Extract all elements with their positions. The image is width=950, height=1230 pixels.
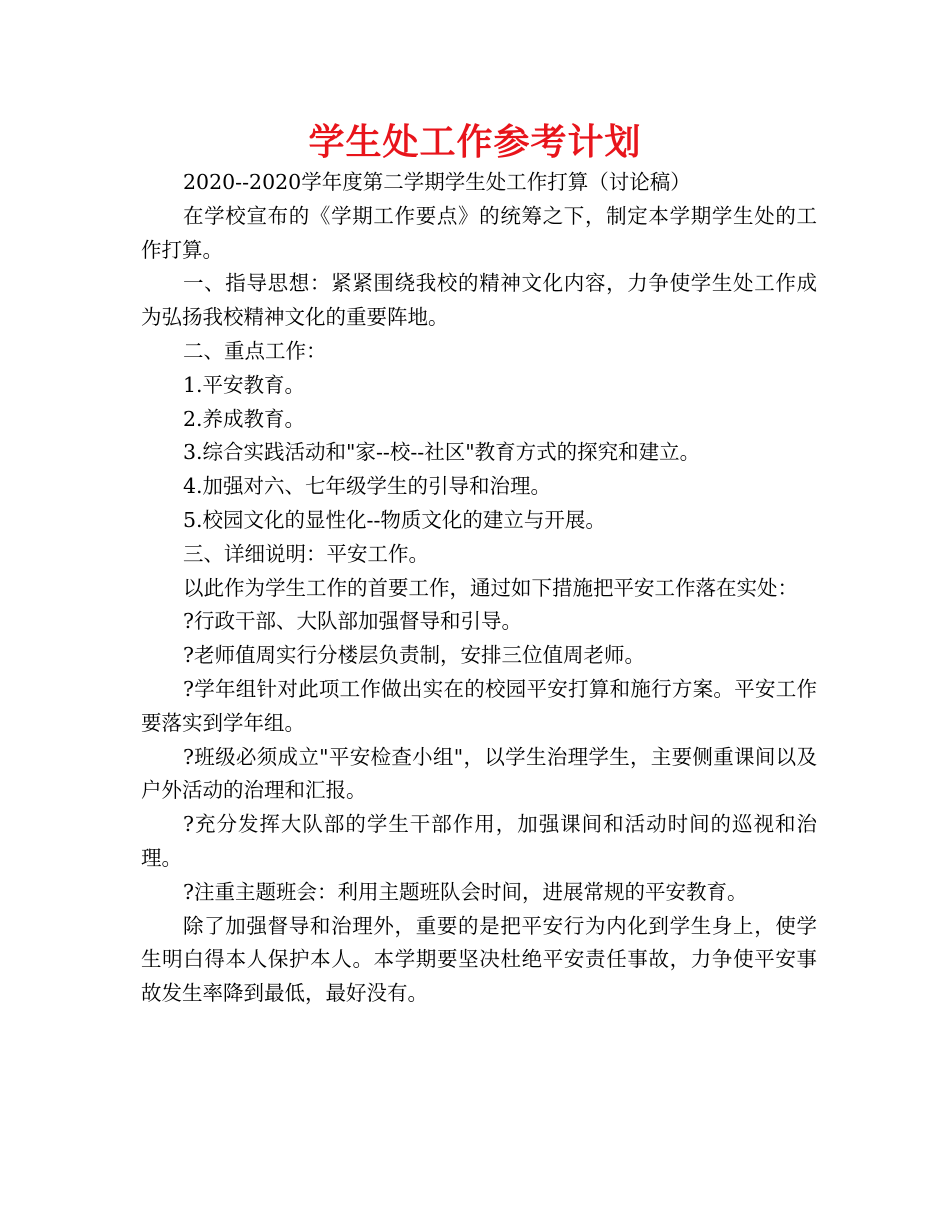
measure-item: ?老师值周实行分楼层负责制，安排三位值周老师。 [183,643,645,668]
paragraph-conclusion: 除了加强督导和治理外，重要的是把平安行为内化到学生身上，使学生明白得本人保护本人。本学期要坚决杜绝平安责任事故，力争使平安事故发生率降到最低，最好没有。 [141,913,817,1006]
list-item: 5.校园文化的显性化--物质文化的建立与开展。 [183,507,606,532]
paragraph-subtitle: 2020--2020学年度第二学期学生处工作打算（讨论稿） [183,170,691,194]
list-item: 3.综合实践活动和"家--校--社区"教育方式的探究和建立。 [183,440,701,465]
document-title: 学生处工作参考计划 [308,122,642,163]
paragraph-key-work-heading: 二、重点工作： [183,338,327,363]
list-item: 4.加强对六、七年级学生的引导和治理。 [183,474,552,499]
measure-item: ?充分发挥大队部的学生干部作用，加强课间和活动时间的巡视和治理。 [141,812,817,870]
paragraph-guiding-ideology: 一、指导思想：紧紧围绕我校的精神文化内容，力争使学生处工作成为弘扬我校精神文化的重要阵地。 [141,271,817,330]
paragraph-measures-intro: 以此作为学生工作的首要工作，通过如下措施把平安工作落在实处： [183,575,798,600]
measure-item: ?学年组针对此项工作做出实在的校园平安打算和施行方案。平安工作要落实到学年组。 [141,676,817,735]
measure-item: ?行政干部、大队部加强督导和引导。 [183,609,522,634]
list-item: 2.养成教育。 [183,406,306,431]
document-body [141,166,817,1011]
measure-item: ?注重主题班会：利用主题班队会时间，进展常规的平安教育。 [183,879,748,904]
paragraph-intro: 在学校宣布的《学期工作要点》的统筹之下，制定本学期学生处的工作打算。 [141,203,817,262]
list-item: 1.平安教育。 [183,372,306,397]
measure-item: ?班级必须成立"平安检查小组"，以学生治理学生，主要侧重课间以及户外活动的治理和汇报。 [141,744,817,803]
paragraph-details-heading: 三、详细说明：平安工作。 [183,541,429,566]
